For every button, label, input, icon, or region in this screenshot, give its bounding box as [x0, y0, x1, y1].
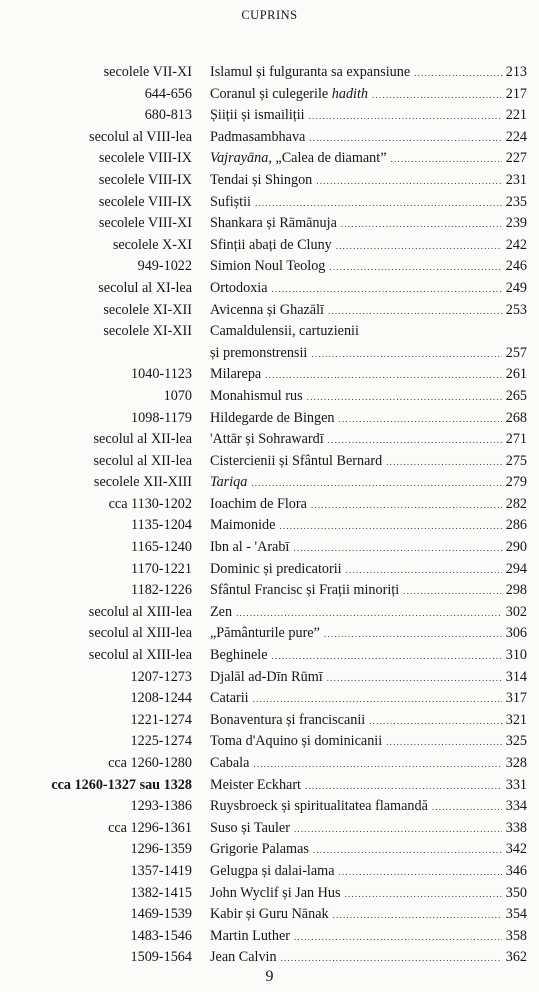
toc-entry-page: 224	[505, 128, 527, 145]
dot-leader	[307, 387, 502, 409]
toc-entry-title: Ibn al - 'Arabī	[210, 539, 290, 556]
toc-entry-page: 342	[505, 841, 527, 858]
toc-entry	[0, 559, 539, 581]
toc-entry	[0, 84, 539, 106]
dot-leader	[386, 732, 502, 754]
toc-entry-title: Tariqa	[210, 474, 248, 491]
toc-entry	[0, 753, 539, 775]
toc-entry	[0, 429, 539, 451]
dot-leader	[391, 149, 502, 171]
italic-term: hadith	[331, 85, 369, 102]
toc-entry-date: secolul al VIII-lea	[89, 128, 192, 145]
toc-entry-title: Avicenna și Ghazālī	[210, 301, 324, 318]
toc-entry-title: Padmasambhava	[210, 128, 306, 145]
toc-entry-title: Martin Luther	[210, 927, 290, 944]
dot-leader	[236, 603, 502, 625]
dot-leader	[279, 516, 501, 538]
toc-entry-title: Dominic și predicatorii	[210, 560, 342, 577]
toc-entry-page: 334	[505, 798, 527, 815]
toc-entry-date: cca 1260-1327 sau 1328	[51, 776, 192, 793]
toc-entry	[0, 192, 539, 214]
dot-leader	[328, 301, 502, 323]
toc-entry-date: 1221-1274	[130, 711, 192, 728]
dot-leader	[293, 538, 501, 560]
toc-entry-page: 286	[505, 517, 527, 534]
toc-entry	[0, 256, 539, 278]
toc-entry-date: secolele VII-XI	[103, 64, 192, 80]
toc-entry-date: secolele VIII-IX	[98, 150, 192, 167]
toc-entry-page: 253	[505, 301, 527, 318]
toc-entry-title: Kabir și Guru Nānak	[210, 906, 329, 923]
toc-entry-title: Zen	[210, 603, 233, 620]
toc-entry-page: 294	[505, 560, 527, 577]
toc-entry-title: Djalāl ad-Dīn Rūmī	[210, 668, 323, 685]
toc-entry-date: secolul al XIII-lea	[88, 647, 192, 664]
toc-entry-date: secolul al XII-lea	[93, 431, 192, 448]
toc-entry	[0, 515, 539, 537]
toc-entry-title: 'Attār și Sohrawardī	[210, 431, 324, 448]
toc-entry	[0, 796, 539, 818]
toc-entry-page: 346	[505, 862, 527, 879]
dot-leader	[339, 409, 502, 431]
toc-entry-date: 1098-1179	[131, 409, 192, 426]
toc-entry	[0, 602, 539, 624]
toc-entry-page: 217	[505, 85, 527, 102]
toc-entry-page: 321	[505, 711, 527, 728]
dot-leader	[311, 344, 501, 366]
toc-entry-date: 1207-1273	[130, 668, 192, 685]
dot-leader	[313, 840, 502, 862]
toc-entry	[0, 904, 539, 926]
toc-entry-title: John Wyclif și Jan Hus	[210, 884, 341, 901]
dot-leader	[336, 236, 502, 258]
toc-entry	[0, 947, 539, 969]
dot-leader	[386, 452, 502, 474]
toc-entry-title: Cistercienii și Sfântul Bernard	[210, 452, 383, 469]
toc-entry-date: 1135-1204	[131, 517, 192, 534]
toc-entry	[0, 775, 539, 797]
toc-entry-title: Islamul și fulguranta sa expansiune	[210, 64, 411, 80]
dot-leader	[305, 776, 502, 798]
toc-entry-date: 1469-1539	[130, 906, 192, 923]
toc-entry-page: 231	[505, 171, 527, 188]
toc-entry-page: 239	[505, 215, 527, 232]
toc-entry-date: secolul al XII-lea	[93, 452, 192, 469]
toc-entry-page: 235	[505, 193, 527, 210]
toc-entry	[0, 148, 539, 170]
toc-entry	[0, 278, 539, 300]
toc-entry-date: 1382-1415	[130, 884, 192, 901]
toc-entry	[0, 623, 539, 645]
toc-entry	[0, 127, 539, 149]
toc-entry-page: 257	[505, 344, 527, 361]
dot-leader	[346, 560, 502, 582]
toc-entry-title: Milarepa	[210, 366, 262, 383]
table-of-contents	[0, 62, 539, 969]
dot-leader	[294, 927, 502, 949]
dot-leader	[345, 884, 502, 906]
toc-entry	[0, 537, 539, 559]
dot-leader	[329, 257, 501, 279]
toc-entry-page: 338	[505, 819, 527, 836]
dot-leader	[328, 430, 502, 452]
toc-entry-date: 949-1022	[137, 258, 192, 275]
page-header: CUPRINS	[241, 8, 298, 22]
toc-entry-title: Sufiștii	[210, 193, 251, 210]
toc-entry-title: Suso și Tauler	[210, 819, 290, 836]
toc-entry	[0, 235, 539, 257]
toc-entry-title-continued: și premonstrensii	[210, 344, 308, 361]
toc-entry-title: Sfântul Francisc și Frații minoriți	[210, 582, 400, 599]
toc-entry-page: 213	[505, 64, 527, 80]
toc-entry-date: cca 1260-1280	[108, 755, 192, 771]
toc-entry-date: 1182-1226	[131, 582, 192, 599]
toc-entry-page: 275	[505, 452, 527, 469]
toc-entry-title: Shankara și Rāmānuja	[210, 215, 337, 232]
dot-leader	[281, 948, 502, 970]
dot-leader	[369, 711, 502, 733]
dot-leader	[333, 905, 502, 927]
toc-entry	[0, 645, 539, 667]
dot-leader	[251, 473, 501, 495]
toc-entry-title: Beghinele	[210, 647, 268, 664]
dot-leader	[253, 754, 501, 776]
dot-leader	[272, 279, 502, 301]
toc-entry-page: 290	[505, 539, 527, 556]
dot-leader	[309, 128, 501, 150]
toc-entry	[0, 321, 539, 364]
dot-leader	[339, 862, 502, 884]
toc-entry-date: 1225-1274	[130, 733, 192, 750]
toc-entry-date: secolele VIII-IX	[98, 171, 192, 188]
toc-entry-date: secolele X-XI	[112, 236, 192, 253]
toc-entry-page: 358	[505, 927, 527, 944]
toc-entry	[0, 580, 539, 602]
toc-entry-page: 350	[505, 884, 527, 901]
toc-entry	[0, 883, 539, 905]
toc-entry-page: 325	[505, 733, 527, 750]
toc-entry-title: Catarii	[210, 690, 249, 707]
toc-entry-title: Jean Calvin	[210, 949, 277, 966]
toc-entry	[0, 688, 539, 710]
page-number: 9	[265, 968, 274, 985]
toc-entry	[0, 818, 539, 840]
dot-leader	[324, 624, 502, 646]
toc-entry	[0, 710, 539, 732]
toc-entry-date: 680-813	[144, 107, 192, 124]
toc-entry-page: 279	[505, 474, 527, 491]
toc-entry-page: 314	[505, 668, 527, 685]
toc-entry-page: 242	[505, 236, 527, 253]
dot-leader	[309, 106, 502, 128]
toc-entry-page: 227	[505, 150, 527, 167]
toc-entry-title: Sfinții abați de Cluny	[210, 236, 332, 253]
toc-entry-date: 1509-1564	[130, 949, 192, 966]
dot-leader	[414, 63, 502, 85]
toc-entry-date: secolele VIII-XI	[98, 215, 192, 232]
toc-entry	[0, 213, 539, 235]
toc-entry-page: 317	[505, 690, 527, 707]
toc-entry-title: Vajrayāna, „Calea de diamant”	[210, 150, 387, 167]
toc-entry-date: secolul al XIII-lea	[88, 625, 192, 642]
toc-entry	[0, 364, 539, 386]
italic-term: Vajrayāna	[210, 150, 269, 167]
toc-entry	[0, 861, 539, 883]
toc-entry-page: 310	[505, 647, 527, 664]
toc-entry	[0, 839, 539, 861]
toc-entry-page: 362	[505, 949, 527, 966]
toc-entry-page: 268	[505, 409, 527, 426]
dot-leader	[272, 646, 502, 668]
dot-leader	[341, 214, 502, 236]
toc-entry-title: Monahismul rus	[210, 387, 303, 404]
toc-entry	[0, 731, 539, 753]
dot-leader	[327, 668, 502, 690]
toc-entry-title: Maimonide	[210, 517, 276, 534]
toc-entry-title: Ruysbroeck și spiritualitatea flamandă	[210, 798, 428, 815]
toc-entry-page: 249	[505, 279, 527, 296]
toc-entry-page: 221	[505, 107, 527, 124]
toc-entry-page: 246	[505, 258, 527, 275]
toc-entry-date: 1070	[163, 387, 192, 404]
toc-entry-title: Gelugpa și dalai-lama	[210, 862, 335, 879]
toc-entry-title: Toma d'Aquino și dominicanii	[210, 733, 383, 750]
toc-entry-page: 271	[505, 431, 527, 448]
toc-entry-date: secolele XI-XII	[103, 301, 192, 318]
toc-entry-page: 261	[505, 366, 527, 383]
toc-entry-date: 1357-1419	[130, 862, 192, 879]
toc-entry-title: Ioachim de Flora	[210, 495, 307, 512]
toc-entry	[0, 408, 539, 430]
toc-entry	[0, 170, 539, 192]
toc-entry	[0, 494, 539, 516]
toc-entry-title: Camaldulensii, cartuzienii	[210, 323, 359, 340]
toc-entry-date: 1293-1386	[130, 798, 192, 815]
toc-entry-page: 298	[505, 582, 527, 599]
dot-leader	[294, 819, 502, 841]
toc-entry-date: cca 1130-1202	[108, 495, 192, 512]
toc-entry-title: Bonaventura și franciscanii	[210, 711, 366, 728]
toc-entry-date: secolele XI-XII	[103, 323, 192, 340]
toc-entry-page: 306	[505, 625, 527, 642]
toc-entry-title: Tendai și Shingon	[210, 171, 313, 188]
dot-leader	[253, 689, 502, 711]
toc-entry-date: secolul al XIII-lea	[88, 603, 192, 620]
toc-entry	[0, 300, 539, 322]
toc-entry	[0, 472, 539, 494]
toc-entry-date: secolul al XI-lea	[98, 279, 192, 296]
toc-entry-date: 644-656	[144, 85, 192, 102]
toc-entry	[0, 105, 539, 127]
dot-leader	[265, 365, 502, 387]
toc-entry-title: Cabala	[210, 755, 250, 771]
toc-entry-title: Grigorie Palamas	[210, 841, 309, 858]
toc-entry-title: Coranul și culegerile hadith	[210, 85, 369, 102]
toc-entry-page: 328	[505, 755, 527, 771]
toc-entry-page: 265	[505, 387, 527, 404]
toc-entry	[0, 667, 539, 689]
dot-leader	[432, 797, 502, 819]
toc-entry	[0, 386, 539, 408]
toc-entry-date: 1296-1359	[130, 841, 192, 858]
toc-entry-title: Ortodoxia	[210, 279, 268, 296]
toc-entry-page: 302	[505, 603, 527, 620]
toc-entry-date: cca 1296-1361	[108, 819, 192, 836]
toc-entry-date: 1040-1123	[131, 366, 192, 383]
toc-entry-date: 1483-1546	[130, 927, 192, 944]
toc-entry-date: 1170-1221	[131, 560, 192, 577]
toc-entry-date: 1165-1240	[131, 539, 192, 556]
toc-entry-page: 282	[505, 495, 527, 512]
toc-entry-title: Simion Noul Teolog	[210, 258, 326, 275]
toc-entry-title: Meister Eckhart	[210, 776, 301, 793]
toc-entry-date: secolele VIII-IX	[98, 193, 192, 210]
dot-leader	[372, 85, 502, 107]
toc-entry	[0, 451, 539, 473]
toc-entry-date: secolele XII-XIII	[93, 474, 192, 491]
toc-entry-page: 354	[505, 906, 527, 923]
toc-entry	[0, 926, 539, 948]
toc-entry-date: 1208-1244	[130, 690, 192, 707]
dot-leader	[316, 171, 501, 193]
dot-leader	[403, 581, 502, 603]
dot-leader	[311, 495, 502, 517]
toc-entry	[0, 62, 539, 84]
toc-entry-title: Șiiții și ismailiții	[210, 107, 305, 124]
toc-entry-page: 331	[505, 776, 527, 793]
dot-leader	[255, 193, 502, 215]
toc-entry-title: „Pământurile pure”	[210, 625, 320, 642]
toc-entry-title: Hildegarde de Bingen	[210, 409, 335, 426]
